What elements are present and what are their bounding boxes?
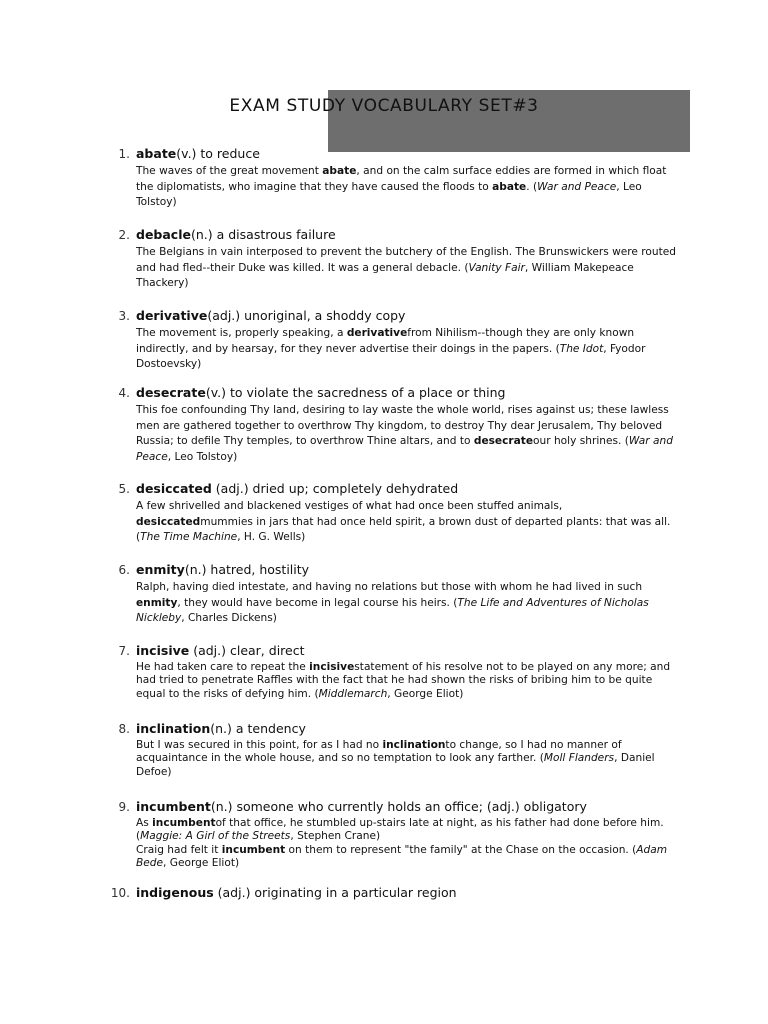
entry-heading bbox=[136, 481, 458, 496]
quote-text: statement of his resolve not to be played on any more; and had tried to penetrate Raffles with the fact that he had shown the risks of bribing him to be quite equal to the risks of defying him. ( bbox=[136, 661, 671, 700]
quote-text: , George Eliot) bbox=[163, 857, 240, 870]
entry-heading bbox=[136, 227, 336, 242]
quote-text: to change, so I had no manner of acquaintance in the whole house, and so no temptation to look any farther. ( bbox=[136, 739, 622, 765]
source-title: Vanity Fair bbox=[468, 261, 525, 274]
entry-heading bbox=[136, 721, 306, 736]
vocab-word: indigenous bbox=[136, 885, 214, 900]
quote-text: mummies in jars that had once held spirit, a brown dust of departed plants: that was all. ( bbox=[136, 515, 671, 544]
quote-text: The Belgians in vain interposed to prevent the butchery of the English. The Brunswickers were routed and had fled--their Duke was killed. It was a general debacle. ( bbox=[136, 246, 676, 274]
entry-heading bbox=[136, 885, 457, 900]
entry-number: 10. bbox=[110, 886, 130, 900]
quote-text: As bbox=[136, 817, 153, 829]
example-paragraph bbox=[136, 844, 681, 871]
example-quote bbox=[136, 817, 681, 871]
quote-text: The movement is, properly speaking, a bbox=[136, 327, 347, 339]
quote-text: Ralph, having died intestate, and having no relations but those with whom he had lived in such bbox=[136, 581, 643, 593]
example-quote bbox=[136, 164, 681, 211]
quote-text: , they would have become in legal course his heirs. ( bbox=[177, 596, 458, 609]
quote-text: A few shrivelled and blackened vestiges of what had once been stuffed animals, bbox=[136, 500, 563, 512]
highlighted-word: incumbent bbox=[221, 843, 286, 856]
quote-text: from Nihilism--though they are only known indirectly, and by hearsay, for they never advertise their doings in the papers. ( bbox=[136, 327, 635, 355]
entry-heading bbox=[136, 308, 405, 323]
example-paragraph bbox=[136, 499, 681, 546]
entry-number: 2. bbox=[118, 228, 130, 242]
vocab-word: debacle bbox=[136, 227, 191, 242]
entry-number: 8. bbox=[118, 722, 130, 736]
quote-text: our holy shrines. ( bbox=[533, 435, 629, 448]
source-title: The Idot bbox=[559, 342, 604, 355]
example-paragraph bbox=[136, 326, 681, 373]
source-title: The Time Machine bbox=[140, 531, 238, 544]
entry-heading bbox=[136, 643, 305, 658]
example-quote bbox=[136, 499, 681, 546]
part-of-speech-definition: (adj.) clear, direct bbox=[189, 643, 305, 658]
quote-text: The waves of the great movement bbox=[136, 165, 323, 177]
part-of-speech-definition: (n.) hatred, hostility bbox=[184, 562, 310, 577]
highlighted-word: derivative bbox=[346, 327, 408, 339]
source-title: Middlemarch bbox=[318, 687, 388, 700]
quote-text: But I was secured in this point, for as I had no bbox=[136, 739, 383, 751]
entry-number: 1. bbox=[118, 147, 130, 161]
quote-text: , George Eliot) bbox=[387, 687, 464, 700]
part-of-speech-definition: (adj.) originating in a particular region bbox=[213, 885, 457, 900]
part-of-speech-definition: (n.) a tendency bbox=[210, 721, 306, 736]
example-paragraph bbox=[136, 739, 681, 779]
quote-text: , H. G. Wells) bbox=[237, 531, 306, 544]
example-quote bbox=[136, 245, 681, 292]
quote-text: , Stephen Crane) bbox=[290, 830, 381, 843]
entry-number: 9. bbox=[118, 800, 130, 814]
example-paragraph bbox=[136, 403, 681, 465]
highlighted-word: desecrate bbox=[473, 435, 534, 448]
highlighted-word: incisive bbox=[309, 661, 355, 673]
entry-heading bbox=[136, 562, 309, 577]
entry-heading bbox=[136, 385, 505, 400]
example-paragraph bbox=[136, 245, 681, 292]
example-quote bbox=[136, 739, 681, 779]
quote-text: , Charles Dickens) bbox=[181, 612, 277, 625]
quote-text: . ( bbox=[526, 180, 538, 193]
source-title: War and Peace bbox=[136, 435, 673, 463]
entry-number: 3. bbox=[118, 309, 130, 323]
quote-text: This foe confounding Thy land, desiring to lay waste the whole world, rises against us; these lawless men are gathered together to overthrow Thy kingdom, to destroy Thy dear Jerusalem, Thy beloved Russia; to defile Thy temples, to overthrow Thine altars, and to bbox=[136, 404, 669, 448]
example-quote bbox=[136, 403, 681, 465]
vocab-word: incumbent bbox=[136, 799, 211, 814]
highlighted-word: abate bbox=[492, 180, 527, 193]
quote-text: , Daniel Defoe) bbox=[136, 752, 655, 778]
part-of-speech-definition: (adj.) dried up; completely dehydrated bbox=[211, 481, 459, 496]
entry-number: 4. bbox=[118, 386, 130, 400]
highlighted-word: abate bbox=[322, 165, 357, 177]
entry-heading bbox=[136, 146, 260, 161]
entry-number: 6. bbox=[118, 563, 130, 577]
example-quote bbox=[136, 580, 681, 627]
source-title: Adam Bede bbox=[136, 843, 668, 870]
source-title: Moll Flanders bbox=[543, 752, 615, 765]
quote-text: , Fyodor Dostoevsky) bbox=[136, 342, 646, 371]
example-paragraph bbox=[136, 817, 681, 844]
quote-text: , Leo Tolstoy) bbox=[167, 450, 238, 463]
vocab-word: abate bbox=[136, 146, 177, 161]
source-title: War and Peace bbox=[537, 180, 617, 193]
quote-text: Craig had felt it bbox=[136, 843, 222, 856]
quote-text: He had taken care to repeat the bbox=[136, 661, 310, 673]
entry-number: 7. bbox=[118, 644, 130, 658]
part-of-speech-definition: (n.) someone who currently holds an office; (adj.) obligatory bbox=[210, 799, 587, 814]
page-title: EXAM STUDY VOCABULARY SET#3 bbox=[229, 96, 539, 116]
quote-text: , William Makepeace Thackery) bbox=[136, 261, 634, 290]
vocab-word: incisive bbox=[136, 643, 190, 658]
entry-number: 5. bbox=[118, 482, 130, 496]
source-title: Maggie: A Girl of the Streets bbox=[140, 830, 291, 843]
highlighted-word: inclination bbox=[382, 739, 446, 751]
vocab-word: desiccated bbox=[136, 481, 212, 496]
example-quote bbox=[136, 661, 681, 701]
part-of-speech-definition: (v.) to reduce bbox=[176, 146, 260, 161]
highlighted-word: desiccated bbox=[136, 515, 201, 528]
part-of-speech-definition: (v.) to violate the sacredness of a place or thing bbox=[205, 385, 506, 400]
source-title: The Life and Adventures of Nicholas Nickleby bbox=[136, 596, 649, 625]
vocab-word: derivative bbox=[136, 308, 208, 323]
part-of-speech-definition: (adj.) unoriginal, a shoddy copy bbox=[207, 308, 406, 323]
highlighted-word: incumbent bbox=[152, 817, 216, 829]
example-paragraph bbox=[136, 661, 681, 701]
vocab-word: desecrate bbox=[136, 385, 206, 400]
example-paragraph bbox=[136, 164, 681, 211]
entry-heading bbox=[136, 799, 587, 814]
example-quote bbox=[136, 326, 681, 373]
quote-text: , Leo Tolstoy) bbox=[136, 180, 642, 209]
quote-text: on them to represent "the family" at the Chase on the occasion. ( bbox=[285, 843, 637, 856]
vocab-word: inclination bbox=[136, 721, 211, 736]
part-of-speech-definition: (n.) a disastrous failure bbox=[190, 227, 336, 242]
quote-text: of that office, he stumbled up-stairs late at night, as his father had done before him. ( bbox=[136, 817, 664, 843]
quote-text: , and on the calm surface eddies are formed in which float the diplomatists, who imagine that they have caused the floods to bbox=[136, 165, 667, 193]
vocab-word: enmity bbox=[136, 562, 185, 577]
highlighted-word: enmity bbox=[136, 596, 178, 609]
example-paragraph bbox=[136, 580, 681, 627]
